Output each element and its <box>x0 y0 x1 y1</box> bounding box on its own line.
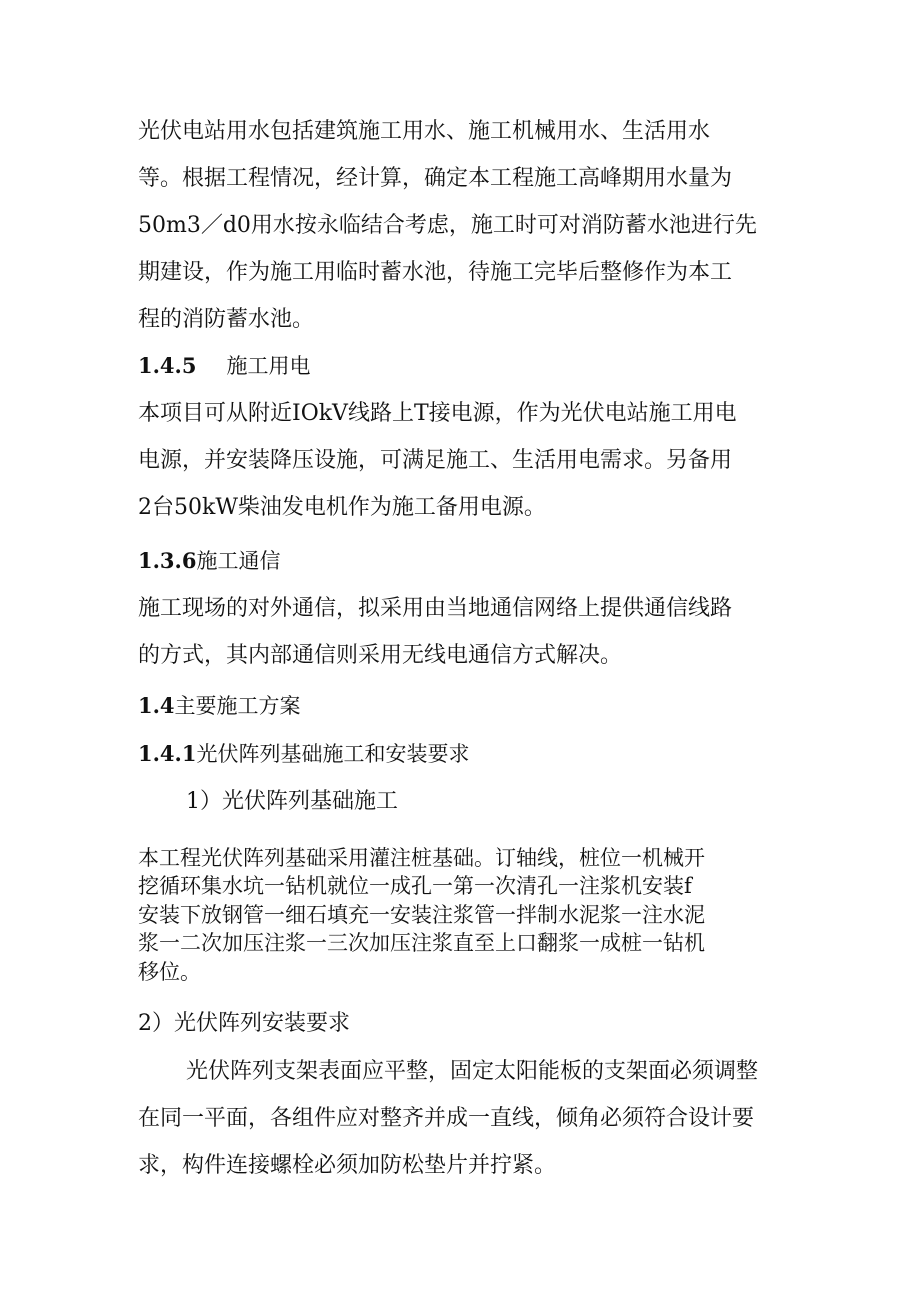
paragraph-line: 光伏阵列支架表面应平整，固定太阳能板的支架面必须调整 <box>186 1059 759 1084</box>
section-title: 施工用电 <box>226 354 311 378</box>
section-heading-power <box>138 352 310 380</box>
paragraph-line: 光伏电站用水包括建筑施工用水、施工机械用水、生活用水 <box>138 119 711 144</box>
paragraph-line: 在同一平面，各组件应对整齐并成一直线，倾角必须符合设计要 <box>138 1106 755 1131</box>
paragraph-line: 安装下放钢管一细石填充一安装注浆管一拌制水泥浆一注水泥 <box>138 903 705 927</box>
paragraph-line: 电源，并安装降压设施，可满足施工、生活用电需求。另备用 <box>138 448 733 473</box>
section-number: 1.4 <box>138 693 175 718</box>
paragraph-line: 的方式，其内部通信则采用无线电通信方式解决。 <box>138 643 623 668</box>
paragraph-line: 浆一二次加压注浆一三次加压注浆直至上口翻浆一成桩一钻机 <box>138 931 705 955</box>
paragraph-line: 移位。 <box>138 960 201 984</box>
section-heading-pv <box>138 740 469 768</box>
section-number: 1.3.6 <box>138 548 197 573</box>
section-title: 主要施工方案 <box>174 694 301 718</box>
paragraph-line: 程的消防蓄水池。 <box>138 307 315 332</box>
paragraph-line: 求，构件连接螺栓必须加防松垫片并拧紧。 <box>138 1153 557 1178</box>
paragraph-line: 等。根据工程情况，经计算，确定本工程施工高峰期用水量为 <box>138 166 733 191</box>
paragraph-line: 施工现场的对外通信，拟采用由当地通信网络上提供通信线路 <box>138 596 733 621</box>
section-title: 光伏阵列基础施工和安装要求 <box>196 742 470 766</box>
paragraph-line: 2台50kW柴油发电机作为施工备用电源。 <box>138 495 546 520</box>
paragraph-line: 50m3／d0用水按永临结合考虑，施工时可对消防蓄水池进行先 <box>138 213 757 238</box>
section-number: 1.4.5 <box>138 353 197 378</box>
section-heading-comm <box>138 547 280 575</box>
subsection-title: 1）光伏阵列基础施工 <box>186 789 398 814</box>
section-heading-plan <box>138 692 301 720</box>
paragraph-line: 挖循环集水坑一钻机就位一成孔一第一次清孔一注浆机安装f <box>138 874 692 898</box>
subsection-title: 2）光伏阵列安装要求 <box>138 1011 350 1036</box>
paragraph-line: 期建设，作为施工用临时蓄水池，待施工完毕后整修作为本工 <box>138 260 733 285</box>
paragraph-line: 本工程光伏阵列基础采用灌注桩基础。订轴线，桩位一机械开 <box>138 846 705 870</box>
section-number: 1.4.1 <box>138 741 197 766</box>
paragraph-line: 本项目可从附近IOkV线路上T接电源，作为光伏电站施工用电 <box>138 401 737 426</box>
section-title: 施工通信 <box>196 549 281 573</box>
